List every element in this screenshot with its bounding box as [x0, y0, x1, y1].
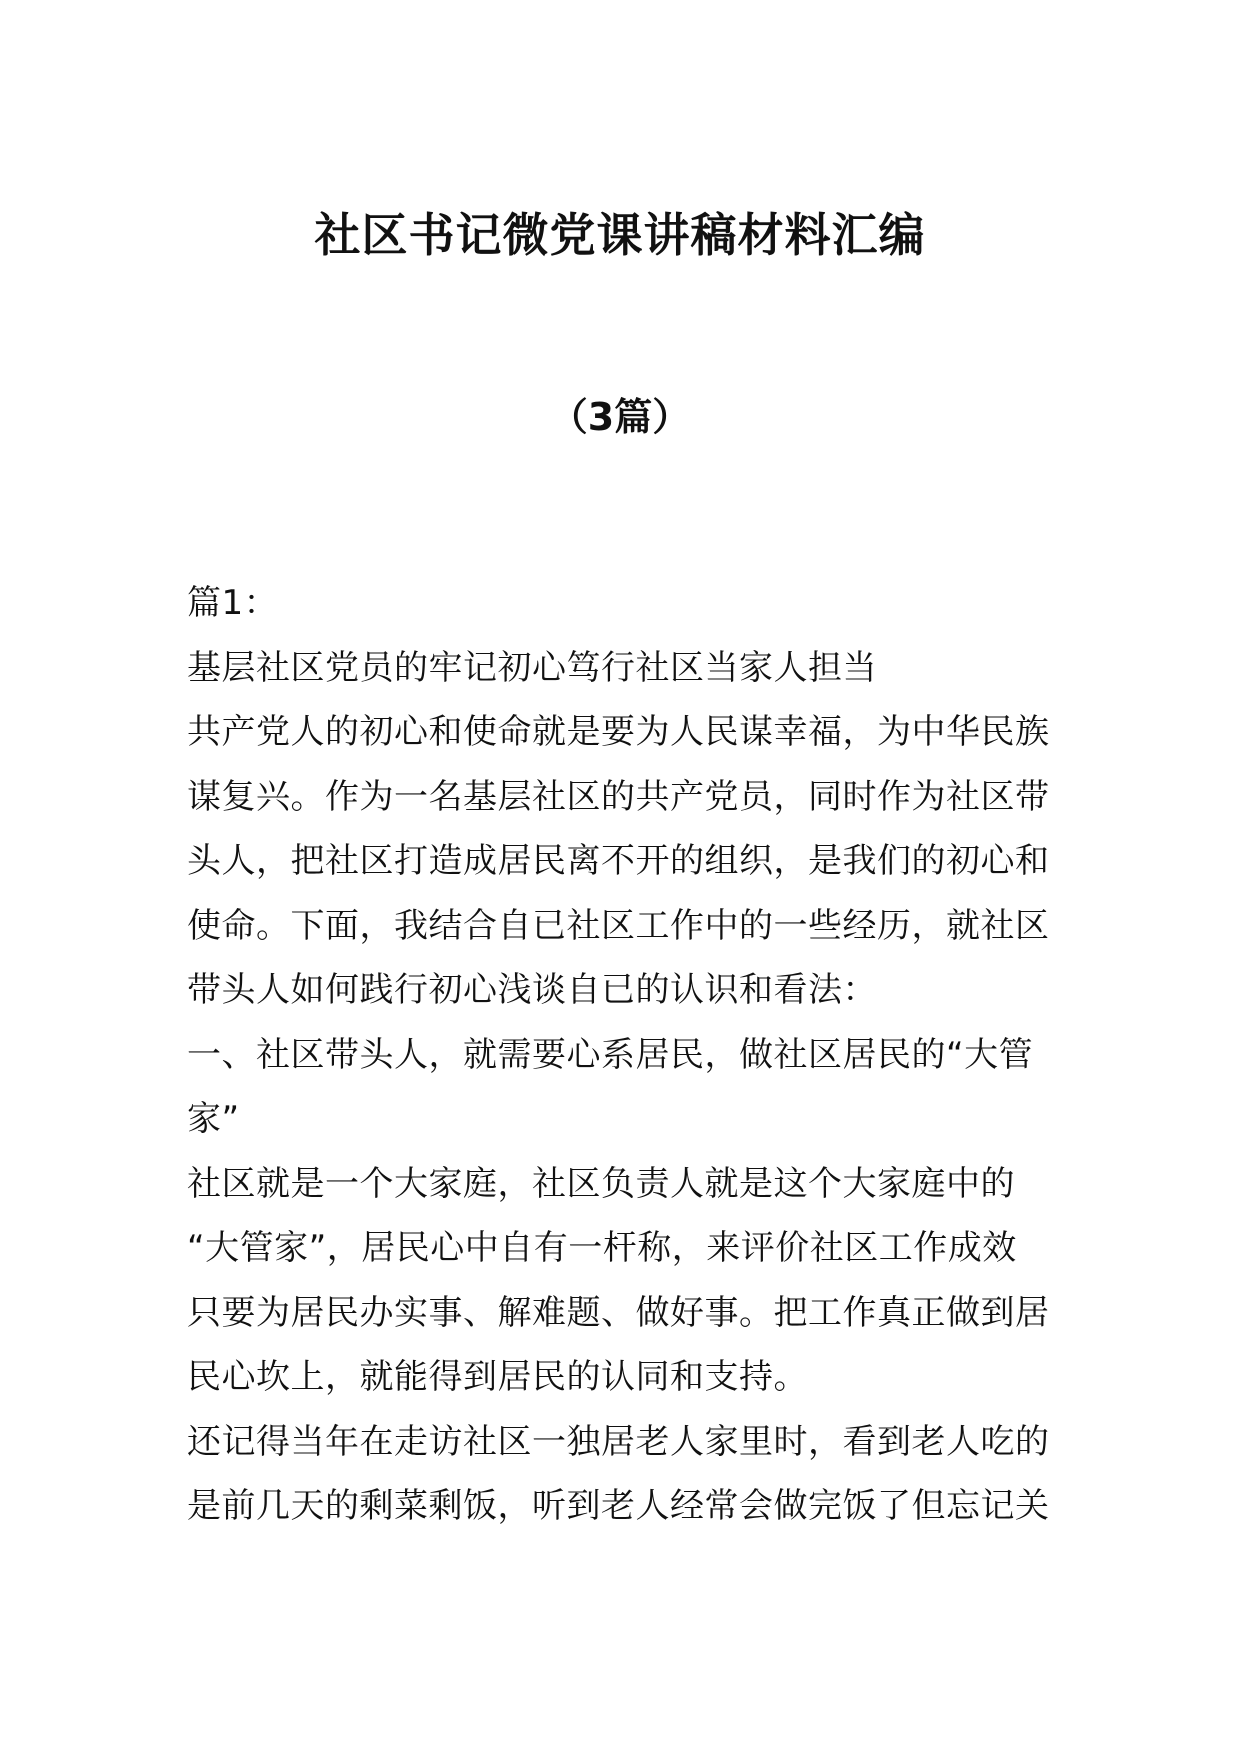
paragraph-line: 谋复兴。作为一名基层社区的共产党员，同时作为社区带	[187, 776, 1050, 817]
subheading-line: 家”	[187, 1099, 240, 1139]
paragraph-line: 带头人如何践行初心浅谈自已的认识和看法：	[187, 970, 877, 1010]
section-heading: 基层社区党员的牢记初心笃行社区当家人担当	[187, 647, 877, 688]
paragraph-line: 社区就是一个大家庭，社区负责人就是这个大家庭中的	[187, 1163, 1015, 1204]
paragraph-line: 头人，把社区打造成居民离不开的组织，是我们的初心和	[187, 841, 1050, 881]
paragraph-line: 还记得当年在走访社区一独居老人家里时，看到老人吃的	[187, 1421, 1050, 1462]
section-label: 篇1：	[187, 583, 279, 623]
subheading-line: 一、社区带头人，就需要心系居民，做社区居民的“大管	[187, 1034, 1034, 1075]
paragraph-line: 只要为居民办实事、解难题、做好事。把工作真正做到居	[187, 1292, 1050, 1333]
document-body	[187, 571, 1067, 1539]
document-subtitle: （3篇）	[549, 395, 691, 439]
paragraph-line: 是前几天的剩菜剩饭，听到老人经常会做完饭了但忘记关	[187, 1486, 1050, 1526]
paragraph-line: 共产党人的初心和使命就是要为人民谋幸福，为中华民族	[187, 712, 1050, 752]
document-title: 社区书记微党课讲稿材料汇编	[314, 208, 926, 262]
paragraph-line: 使命。下面，我结合自已社区工作中的一些经历，就社区	[187, 905, 1050, 946]
paragraph-line: “大管家”，居民心中自有一杆称，来评价社区工作成效	[187, 1228, 1017, 1268]
paragraph-line: 民心坎上，就能得到居民的认同和支持。	[187, 1357, 808, 1397]
